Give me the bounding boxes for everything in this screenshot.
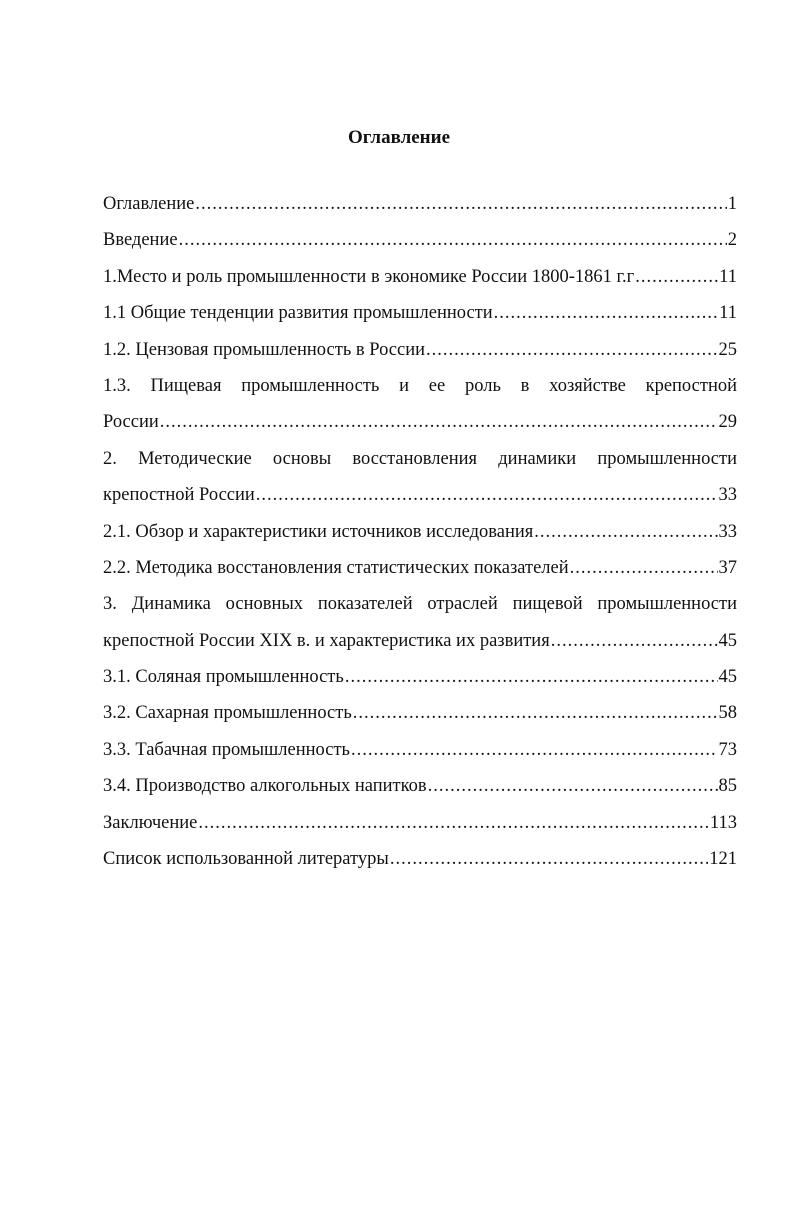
toc-entry xyxy=(103,623,737,659)
toc-entry-label: 2.2. Методика восстановления статистических показателей xyxy=(103,557,569,578)
table-of-contents xyxy=(103,186,737,877)
toc-entry xyxy=(103,259,737,295)
toc-entry xyxy=(103,295,737,331)
toc-entry-label: 1.2. Цензовая промышленность в России xyxy=(103,339,425,360)
toc-entry-label: Оглавление xyxy=(103,194,195,214)
toc-entry xyxy=(103,841,737,877)
toc-entry xyxy=(103,477,737,513)
dot-leader xyxy=(426,332,718,368)
toc-entry-first-line: 1.3. Пищевая промышленность и ее роль в хозяйстве крепостной xyxy=(103,375,737,396)
dot-leader xyxy=(160,404,718,440)
toc-entry-label: Заключение xyxy=(103,812,198,833)
dot-leader xyxy=(390,841,708,877)
page-title: Оглавление xyxy=(347,127,451,148)
toc-entry-label: 3.4. Производство алкогольных напитков xyxy=(103,776,427,797)
toc-entry xyxy=(103,404,737,440)
toc-page-number: 2 xyxy=(727,230,737,251)
toc-page-number: 1 xyxy=(727,194,737,214)
toc-page-number: 73 xyxy=(718,739,737,760)
toc-entry-multiline xyxy=(103,441,737,514)
dot-leader xyxy=(551,623,718,659)
toc-entry xyxy=(103,186,737,222)
toc-entry-label: Введение xyxy=(103,230,178,251)
toc-entry-label: 1.1 Общие тенденции развития промышленности xyxy=(103,303,493,324)
toc-entry xyxy=(103,550,737,586)
toc-entry-label: 3.3. Табачная промышленность xyxy=(103,739,350,760)
dot-leader xyxy=(570,550,718,586)
dot-leader xyxy=(198,805,709,841)
toc-entry xyxy=(103,805,737,841)
toc-page-number: 121 xyxy=(709,849,737,870)
toc-page-number: 29 xyxy=(718,412,737,433)
dot-leader xyxy=(428,768,718,804)
toc-page-number: 37 xyxy=(718,557,737,578)
toc-entry-label: России xyxy=(103,412,159,433)
toc-entry xyxy=(103,695,737,731)
toc-page-number: 33 xyxy=(718,485,737,506)
toc-entry-label: 2.1. Обзор и характеристики источников исследования xyxy=(103,521,534,542)
dot-leader xyxy=(179,222,727,258)
toc-entry-label: 1.Место и роль промышленности в экономике России 1800-1861 г.г xyxy=(103,266,635,287)
toc-page-number: 45 xyxy=(718,667,737,688)
dot-leader xyxy=(345,659,718,695)
toc-page-number: 58 xyxy=(718,703,737,724)
toc-page-number: 11 xyxy=(719,266,737,287)
toc-entry xyxy=(103,659,737,695)
toc-entry xyxy=(103,514,737,550)
toc-entry-first-line: 2. Методические основы восстановления динамики промышленности xyxy=(103,448,737,469)
toc-entry xyxy=(103,732,737,768)
toc-entry xyxy=(103,332,737,368)
toc-entry-label: 3.1. Соляная промышленность xyxy=(103,667,344,688)
dot-leader xyxy=(195,186,726,222)
toc-page-number: 45 xyxy=(718,630,737,651)
toc-entry-first-line: 3. Динамика основных показателей отраслей пищевой промышленности xyxy=(103,594,737,615)
toc-entry-label: крепостной России XIX в. и характеристика их развития xyxy=(103,630,550,651)
toc-page-number: 11 xyxy=(719,303,737,324)
toc-entry-label: крепостной России xyxy=(103,485,255,506)
toc-page-number: 33 xyxy=(718,521,737,542)
toc-page-number: 85 xyxy=(718,776,737,797)
toc-entry xyxy=(103,222,737,258)
toc-entry xyxy=(103,768,737,804)
dot-leader xyxy=(494,295,719,331)
dot-leader xyxy=(351,732,718,768)
toc-page-number: 25 xyxy=(718,339,737,360)
toc-page-number: 113 xyxy=(709,812,737,833)
dot-leader xyxy=(256,477,718,513)
toc-entry-multiline xyxy=(103,368,737,441)
dot-leader xyxy=(534,514,717,550)
dot-leader xyxy=(353,695,718,731)
dot-leader xyxy=(635,259,718,295)
toc-entry-label: 3.2. Сахарная промышленность xyxy=(103,703,352,724)
toc-entry-multiline xyxy=(103,586,737,659)
toc-entry-label: Список использованной литературы xyxy=(103,849,389,870)
